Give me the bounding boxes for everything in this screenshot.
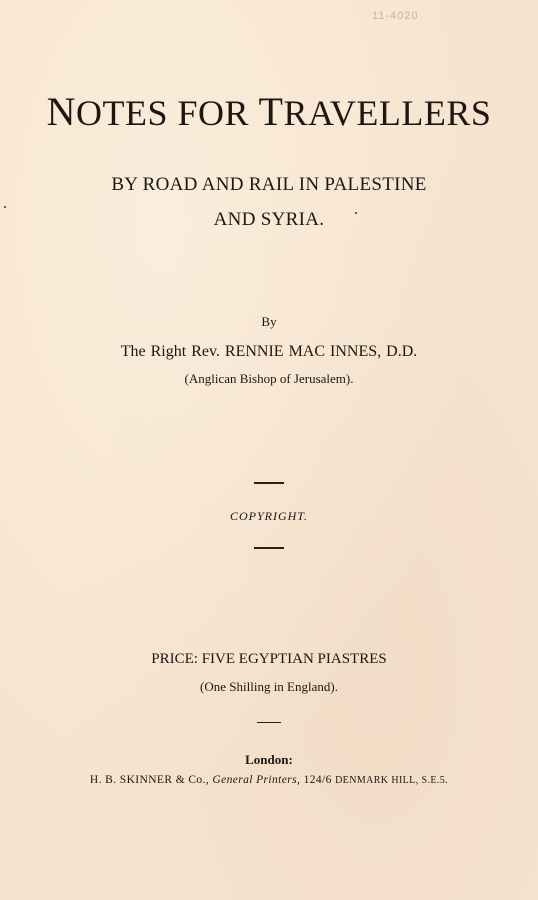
subtitle-line-1: BY ROAD AND RAIL IN PALESTINE [111,174,427,195]
printer-name: H. B. SKINNER & Co., [89,774,213,786]
author-note: (Anglican Bishop of Jerusalem). [184,371,354,386]
imprint-place: London: [245,752,293,767]
book-title [0,88,538,135]
title-initial-2: T [258,89,284,134]
title-part-2: RAVELLERS [283,93,492,133]
printer-address-number: 124/6 [300,774,336,786]
printer-role: General Printers, [212,774,301,786]
copyright-notice: COPYRIGHT. [229,509,309,523]
price: PRICE: FIVE EGYPTIAN PIASTRES [151,651,387,667]
title-part-1: OTES FOR [76,93,259,133]
printer-imprint [0,774,538,786]
paper-speck [4,206,6,208]
author-name: The Right Rev. RENNIE MAC INNES, D.D. [120,343,418,360]
by-label: By [261,314,277,329]
divider-rule [257,722,281,723]
subtitle-line-2: AND SYRIA. [213,209,325,230]
title-initial-1: N [46,89,77,134]
pencil-mark: 11-4020 [372,10,419,22]
divider-rule [254,482,284,484]
divider-rule [254,547,284,549]
price-note: (One Shilling in England). [200,679,338,694]
printer-address: DENMARK HILL, S.E.5. [335,775,449,786]
paper-speck [355,212,357,214]
